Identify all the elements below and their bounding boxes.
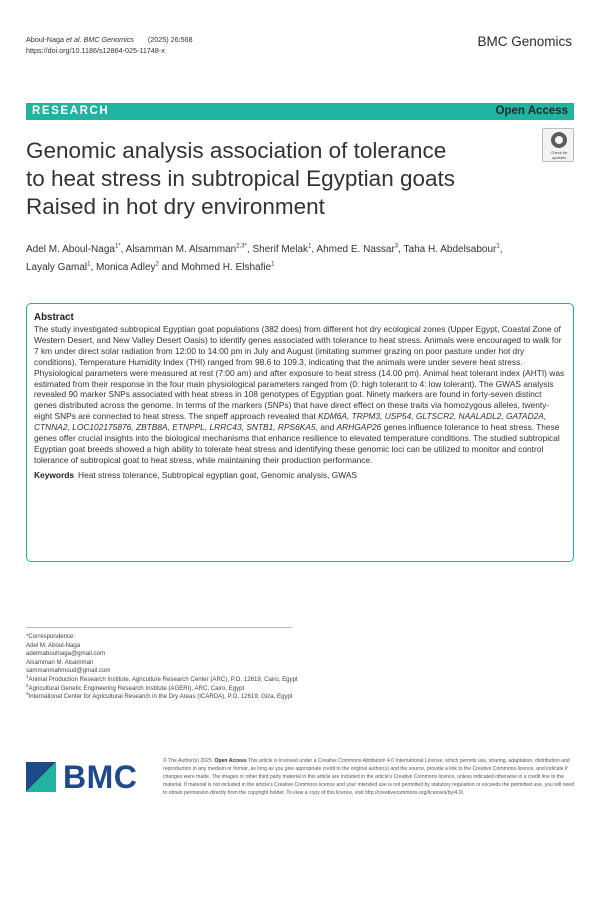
section-banner [26, 103, 574, 120]
citation-year-vol: (2025) 26:568 [147, 35, 193, 44]
open-access-label: Open Access [495, 105, 568, 117]
citation-line [26, 34, 193, 45]
keywords [34, 470, 566, 481]
affiliation-2: $^2$Agricultural Genetic Engineering Research Institute (AGERI), ARC, Cairo, Egypt [26, 682, 245, 692]
gene-last: ARHGAP26 [336, 422, 382, 433]
affiliation-1: $^1$Animal Production Research Institute, Agriculture Research Center (ARC), P.O. 12619, Cairo, Egypt [26, 673, 298, 683]
corr-name-1: Adel M. Aboul-Naga [26, 641, 81, 649]
citation-etal: et al. [65, 35, 82, 44]
abstract-box [26, 303, 574, 562]
corr-email-1[interactable]: adelmaboulnaga@gmail.com [26, 650, 106, 658]
authors-and: and [161, 262, 179, 273]
author[interactable]: Sherif Melak$^1$ [252, 243, 312, 255]
keywords-label: Keywords [34, 469, 75, 480]
author[interactable]: Alsamman M. Alsamman$^{2,3*}$ [125, 243, 247, 255]
citation-authors: Aboul-Naga [26, 35, 66, 44]
bmc-logo-mark-icon [26, 762, 56, 792]
corr-email-2[interactable]: sammanmahmoud@gmail.com [26, 667, 111, 675]
journal-name: BMC Genomics [477, 34, 572, 49]
corr-name-2: Alsamman M. Alsamman [26, 658, 94, 666]
author[interactable]: Taha H. Abdelsabour$^1$ [403, 243, 500, 255]
citation-journal: BMC Genomics [83, 35, 134, 44]
bmc-logo-text: BMC [63, 759, 138, 795]
abstract-heading: Abstract [34, 312, 74, 323]
title-line-2: to heat stress in subtropical Egyptian goats [26, 166, 455, 191]
section-label: RESEARCH [32, 105, 110, 117]
license-open-access: Open Access [214, 758, 247, 764]
author[interactable]: Mohmed H. Elshafie$^1$ [181, 261, 275, 273]
author[interactable]: Adel M. Aboul-Naga$^{1*}$ [26, 243, 121, 255]
author[interactable]: Layaly Gamal$^1$ [26, 261, 91, 273]
article-title [26, 137, 526, 221]
affiliation-3: $^3$International Center for Agricultural Research in the Dry Areas (ICARDA), P.O. 12619, Giza, Egypt [26, 691, 293, 701]
author[interactable]: Ahmed E. Nassar$^3$ [316, 243, 399, 255]
bmc-logo [26, 760, 156, 796]
title-line-3: Raised in hot dry environment [26, 194, 325, 219]
correspondence-heading: *Correspondence: [26, 633, 76, 640]
doi-link[interactable]: https://doi.org/10.1186/s12864-025-11748-x [26, 46, 165, 55]
abstract-text: The study investigated subtropical Egyptian goat populations (382 does) from different hot dry ecological zones (Upper Egypt, Coastal Zone of Western Desert, and New Valley Desert Oasis) to identify genes associated with tolerance to heat stress. Animals were encouraged to walk for 7 km under direct solar radiation from 12:00 to 14:00 pm in July and August (imitating summer grazing on poor pasture under hot dry conditions). Temperature Humidity Index (THI) ranged from 98.6 to 109.3, indicating that the animals were under severe heat stress. Physiological parameters were measured at rest (7:00 am) and after exposure to heat stress (14.00 pm). Animal heat tolerant index (AHTI) was estimated from their response in the four main physiological parameters ranged from (0: high tolerant to 4: low tolerant). The GWAS analysis revealed 90 marker SNPs associated with heat stress in 108 genotypes of Egyptian goat. Ninety markers are found in forty-seven distinct genes distributed across the genome. In terms of the markers (SNPs) that have direct effect on these traits via homozygous alleles, twenty-eight SNPs are connected to heat stress. The snpeff approach revealed that KDM6A, TRPM3, USP54, GLTSCR2, NAALADL2, GATAD2A, CTNNA2, LOC102175876, ZBTB8A, ETNPPL, LRRC43, SNTB1, RPS6KA5, and ARHGAP26 genes influence tolerance to heat stress. These genes offer crucial insights into the biological mechanisms that enhance resilience to elevated temperature conditions. The studied subtropical Egyptian goat breeds showed a high ability to tolerate heat stress and identifying these genomic loci can be utilized to monitor and control tolerance of subtropical goat to heat stress, while maintaining their production performance. [34, 324, 565, 465]
running-header [26, 34, 193, 56]
check-for-updates-badge[interactable] [542, 128, 574, 162]
keywords-list: Heat stress tolerance, Subtropical egyptian goat, Genomic analysis, GWAS [78, 469, 358, 480]
correspondence-block [26, 633, 316, 702]
title-line-1: Genomic analysis association of tolerance [26, 138, 447, 163]
author[interactable]: Monica Adley$^2$ [96, 261, 159, 273]
author-list: Adel M. Aboul-Naga$^{1*}$, Alsamman M. Alsamman$^{2,3*}$, Sherif Melak$^1$, Ahmed E. Nassar$^3$, Taha H. Abdelsabour$^1$, Layaly Gamal$^1$, Monica Adley$^2$ and Mohmed H. Elshafie$^1$ [26, 243, 503, 273]
crossmark-icon [551, 132, 567, 148]
license-text: © The Author(s) 2025. Open Access This article is licensed under a Creative Commons Attribution 4.0 International License, which permits use, sharing, adaptation, distribution and reproduction in any medium or format, as long as you give appropriate credit to the original author(s) and the source, provide a link to the Creative Commons licence, and indicate if changes were made. The images or other third party material in this article are included in the article's Creative Commons licence, unless indicated otherwise in a credit line to the material. If material is not included in the article's Creative Commons licence and your intended use is not permitted by statutory regulation or exceeds the permitted use, you will need to obtain permission directly from the copyright holder. To view a copy of this licence, visit http://creativecommons.org/licenses/by/4.0/. [163, 758, 574, 796]
footnote-divider [26, 627, 292, 628]
gene-list: KDM6A, TRPM3, USP54, GLTSCR2, NAALADL2, GATAD2A, CTNNA2, LOC102175876, ZBTB8A, ETNPPL, LRRC43, SNTB1, RPS6KA5, [34, 411, 547, 433]
crossmark-label: Check for updates [550, 150, 568, 160]
